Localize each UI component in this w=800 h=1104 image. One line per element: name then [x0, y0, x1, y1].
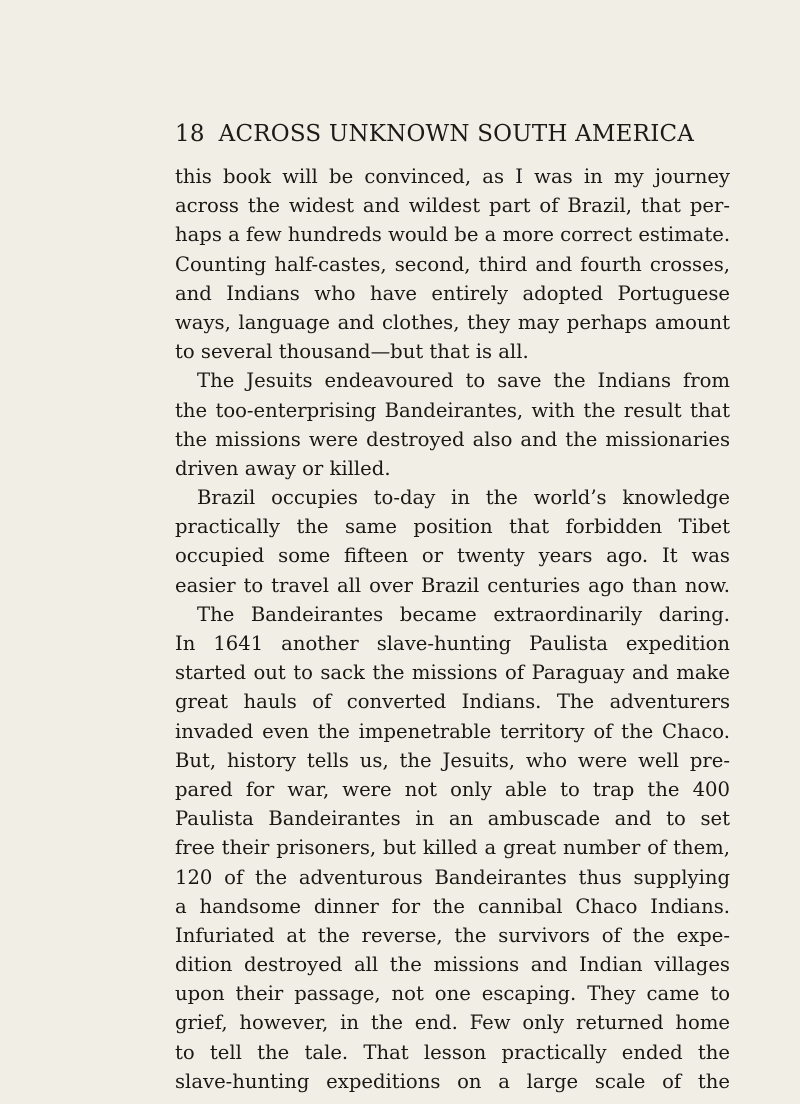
text-line: ways, language and clothes, they may perhaps amount [175, 310, 730, 334]
text-line: dition destroyed all the missions and Indian villages [175, 953, 730, 977]
text-line: started out to sack the missions of Paraguay and make [175, 661, 730, 685]
text-line: slave-hunting expeditions on a large scale of the [175, 1069, 730, 1093]
text-line: to tell the tale. That lesson practically ended the [175, 1040, 730, 1064]
text-line: invaded even the impenetrable territory of the Chaco. [175, 719, 730, 743]
text-line: a handsome dinner for the cannibal Chaco Indians. [175, 894, 730, 918]
text-line: upon their passage, not one escaping. They came to [175, 982, 730, 1006]
text-line: 120 of the adventurous Bandeirantes thus supplying [175, 865, 730, 889]
text-line: the missions were destroyed also and the missionaries [175, 427, 730, 451]
text-line: The Jesuits endeavoured to save the Indians from [197, 369, 730, 393]
body-text [175, 162, 730, 1096]
text-line: free their prisoners, but killed a great number of them, [175, 836, 730, 860]
text-line: the too-enterprising Bandeirantes, with the result that [175, 398, 730, 422]
text-line: easier to travel all over Brazil centuries ago than now. [175, 573, 730, 597]
text-line: Paulista Bandeirantes in an ambuscade and to set [175, 807, 730, 831]
text-line: across the widest and wildest part of Brazil, that per- [175, 194, 730, 218]
text-line: to several thousand—but that is all. [175, 340, 529, 364]
page-number: 18 [175, 121, 205, 147]
text-line: The Bandeirantes became extraordinarily daring. [197, 602, 730, 626]
text-line: In 1641 another slave-hunting Paulista expedition [175, 632, 730, 655]
text-line: Brazil occupies to-day in the world’s knowledge [197, 486, 730, 510]
text-line: pared for war, were not only able to trap the 400 [175, 777, 730, 801]
text-line: practically the same position that forbidden Tibet [175, 515, 730, 539]
text-line: this book will be convinced, as I was in my journey [175, 165, 730, 188]
running-head [175, 121, 694, 147]
text-line: occupied some fifteen or twenty years ago. It was [175, 544, 730, 568]
text-line: grief, however, in the end. Few only returned home [175, 1011, 730, 1035]
text-line: Counting half-castes, second, third and fourth crosses, [175, 252, 730, 276]
text-line: But, history tells us, the Jesuits, who were well pre- [175, 748, 730, 772]
text-line: haps a few hundreds would be a more correct estimate. [175, 223, 731, 247]
book-title: ACROSS UNKNOWN SOUTH AMERICA [218, 121, 695, 147]
text-line: great hauls of converted Indians. The adventurers [175, 690, 730, 714]
text-line: driven away or killed. [175, 456, 391, 480]
text-line: Infuriated at the reverse, the survivors of the expe- [175, 923, 730, 947]
text-line: and Indians who have entirely adopted Portuguese [175, 281, 730, 305]
